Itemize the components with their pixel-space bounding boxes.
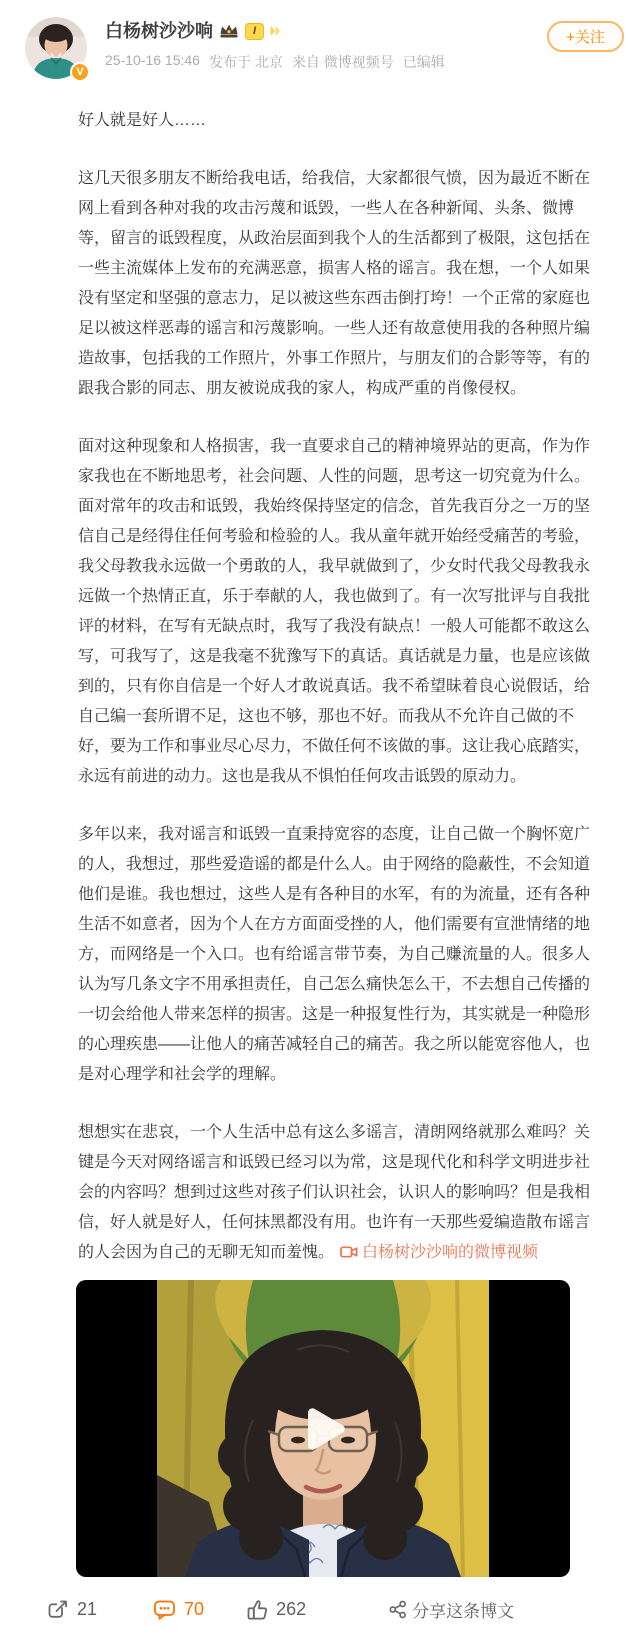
repost-button[interactable] xyxy=(47,1598,97,1620)
avatar[interactable] xyxy=(25,17,87,79)
post-paragraph-2: 这几天很多朋友不断给我电话，给我信，大家都很气愤，因为最近不断在网上看到各种对我的攻击污蔑和诋毁，一些人在各种新闻、头条、微博等，留言的诋毁程度，从政治层面到我个人的生活都到了极限，这包括在一些主流媒体上发布的充满恶意，损害人格的谣言。我在想，一个人如果没有坚定和坚强的意志力，足以被这些东西击倒打垮！一个正常的家庭也足以被这样恶毒的谣言和污蔑影响。一些人还有故意使用我的各种照片编造故事，包括我的工作照片，外事工作照片，与朋友们的合影等等，有的跟我合影的同志、朋友被说成我的家人，构成严重的肖像侵权。 xyxy=(78,170,591,397)
comment-count: 70 xyxy=(184,1598,205,1619)
crown-icon xyxy=(219,23,239,39)
share-button[interactable] xyxy=(388,1597,514,1622)
follow-button[interactable] xyxy=(547,21,624,52)
username[interactable]: 白杨树沙沙响 xyxy=(105,21,213,41)
member-level-badge[interactable]: I xyxy=(245,23,264,40)
post-paragraph-3: 面对这种现象和人格损害，我一直要求自己的精神境界站的更高，作为作家我也在不断地思考，社会问题、人性的问题，思考这一切究竟为什么。面对常年的攻击和诋毁，我始终保持坚定的信念，首先我百分之一万的坚信自己是经得住任何考验和检验的人。我从童年就开始经受痛苦的考验，我父母教我永远做一个勇敢的人，我早就做到了，少女时代我父母教我永远做一个热情正直，乐于奉献的人，我也做到了。有一次写批评与自我批评的材料，在写有无缺点时，我写了我没有缺点！一般人可能都不敢这么写，可我写了，这是我毫不犹豫写下的真话。真话就是力量，也是应该做到的，只有你自信是一个好人才敢说真话。我不希望昧着良心说假话，给自己编一套所谓不足，这也不够，那也不好。而我从不允许自己做的不好，要为工作和事业尽心尽力，不做任何不该做的事。这让我心底踏实，永远有前进的动力。这也是我从不惧怕任何攻击诋毁的原动力。 xyxy=(78,438,591,785)
video-link-label: 白杨树沙沙响的微博视频 xyxy=(362,1244,539,1261)
post-paragraph-5-text: 想想实在悲哀，一个人生活中总有这么多谣言，清朗网络就那么难吗？关键是今天对网络谣言和诋毁已经习以为常，这是现代化和科学文明进步社会的内容吗？想到过这些对孩子们认识社会，认识人的影响吗？但是我相信，好人就是好人，任何抹黑都没有用。也许有一天那些爱编造散布谣言的人会因为自己的无聊无知而羞愧。 xyxy=(78,1124,591,1261)
like-icon xyxy=(246,1599,268,1620)
repost-count: 21 xyxy=(77,1598,98,1619)
post-content xyxy=(0,92,636,1268)
post-paragraph-1: 好人就是好人…… xyxy=(78,112,207,129)
post-meta xyxy=(105,52,445,72)
action-bar xyxy=(0,1585,636,1633)
post-paragraph-5 xyxy=(78,1118,598,1268)
share-icon xyxy=(388,1600,408,1619)
comment-button[interactable] xyxy=(153,1599,204,1620)
post-paragraph-4: 多年以来，我对谣言和诋毁一直秉持宽容的态度，让自己做一个胸怀宽广的人，我想过，那些爱造谣的都是什么人。由于网络的隐蔽性，不会知道他们是谁。我也想过，这些人是有各种目的水军，有的为流量，还有各种生活不如意者，因为个人在方方面面受挫的人，他们需要有宣泄情绪的地方，而网络是一个入口。也有给谣言带节奏，为自己赚流量的人。很多人认为写几条文字不用承担责任，自己怎么痛快怎么干，不去想自己传播的一切会给他人带来怎样的损害。这是一种报复性行为，其实就是一种隐形的心理疾患——让他人的痛苦减轻自己的痛苦。我之所以能宽容他人，也是对心理学和社会学的理解。 xyxy=(78,826,591,1083)
post-edited-flag: 已编辑 xyxy=(402,54,445,70)
video-player[interactable] xyxy=(76,1280,570,1577)
verified-badge-icon: V xyxy=(70,62,90,82)
post-location: 发布于 北京 xyxy=(208,54,283,70)
post-source[interactable]: 来自 微博视频号 xyxy=(291,54,394,70)
post-header xyxy=(0,0,636,92)
repost-icon xyxy=(47,1598,69,1620)
share-label: 分享这条博文 xyxy=(412,1601,515,1621)
post-timestamp: 25-10-16 15:46 xyxy=(105,52,200,68)
like-count: 262 xyxy=(276,1598,307,1619)
follow-button-label: +关注 xyxy=(566,29,605,46)
member-chevron-icon xyxy=(270,25,281,37)
like-button[interactable] xyxy=(246,1599,306,1620)
header-text-block xyxy=(105,20,445,72)
play-icon[interactable] xyxy=(294,1400,352,1458)
video-camera-icon xyxy=(340,1245,358,1259)
comment-icon xyxy=(153,1599,176,1620)
video-link[interactable] xyxy=(334,1244,538,1261)
